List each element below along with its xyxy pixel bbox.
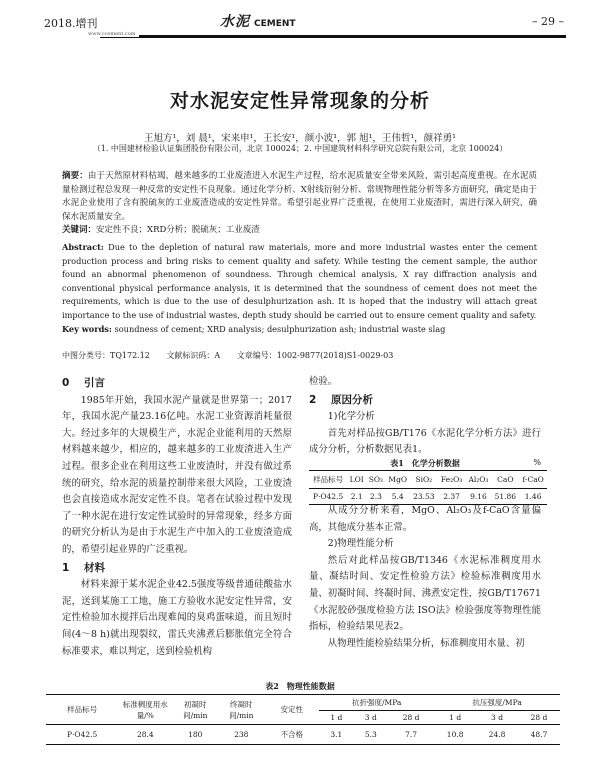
table2-cell: 24.8: [488, 730, 506, 739]
affiliation: （1. 中国建材检验认证集团股份有限公司，北京 100024；2. 中国建筑材料科学研究总院有限公司，北京 100024）: [92, 144, 508, 153]
section-2-heading: [309, 392, 541, 409]
section-0-heading: [62, 375, 292, 392]
abstract-cn-text: 由于天然原材料枯竭，越来越多的工业废渣进入水泥生产过程，给水泥质量安全带来风险，需引起高度重视。在水泥质量检测过程总发现一种反常的安定性不良现象。通过化学分析、X射线衍射分析、常规物理性能分析等多方面研究，确定是由于水泥企业使用了含有脱硫灰的工业废渣造成的安定性异常。希望引起业界广泛重视，在使用工业废渣时，需进行深入研究，确保水泥质量安全。: [62, 171, 537, 222]
keywords-en: [62, 323, 537, 337]
journal-name-cn: 水泥: [220, 14, 250, 30]
table2-header-initial-set: 初凝时间/min: [183, 699, 208, 720]
table1-chemical-analysis: [309, 470, 547, 505]
table1-header: SiO₂: [415, 475, 433, 484]
article-title: 对水泥安定性异常现象的分析: [169, 90, 430, 112]
section-number: 2: [309, 393, 317, 406]
paragraph: 从成分分析来看，MgO、Al₂O₃及f-CaO含量偏高，其他成分基本正常。: [309, 504, 541, 533]
section-title: 原因分析: [331, 393, 373, 406]
page-number: – 29 –: [532, 15, 564, 28]
keywords-cn-text: 安定性不良；XRD分析；脱硫灰；工业废渣: [96, 225, 260, 235]
table2-cell: 5.3: [364, 730, 377, 739]
table1-cell: 2.1: [350, 492, 363, 501]
paragraph: 1985年开始，我国水泥产量就是世界第一；2017年，我国水泥产量23.16亿吨。水泥工业资源消耗量很大。经过多年的大规模生产，水泥企业能利用的天然原材料越来越少，相应的，越来越多的工业废渣进入生产过程。很多企业在利用这些工业废渣时，并没有做过系统的研究，给水泥的质量控制带来很大风险，工业废渣也会直接造成水泥安定性不良。笔者在试验过程中发现了一种水泥在进行安定性试验时的异常现象，经多方面的研究分析认为是由于水泥生产中加入的工业废渣造成的，希望引起业界的广泛重视。: [62, 394, 292, 555]
table2-physical-properties: [46, 694, 560, 745]
table1-header: Fe₂O₃: [440, 475, 463, 484]
abstract-cn: [62, 170, 537, 224]
abstract-en-text: Due to the depletion of natural raw materials, more and more industrial wastes enter the cement production process and bring risks to cement quality and safety. While testing the cement sample, the author found an abnormal phenomenon of soundness. Through chemical analysis, X ray diffraction analysis and conventional physical performance analysis, it is determined that the soundness of cement does not meet the requirements, which is due to the use of desulphurization ash. It is hoped that the industry will attach great importance to the use of industrial wastes, depth study should be carried out to ensure cement quality and safety.: [62, 242, 537, 320]
left-column: [62, 374, 292, 660]
section-1-heading: [62, 560, 292, 577]
table1-cell: 23.53: [413, 492, 435, 501]
table1-header: Al₂O₃: [468, 475, 489, 484]
table1-unit: %: [533, 458, 541, 467]
table2-cell: 7.7: [405, 730, 418, 739]
subsection-heading: 1)化学分析: [327, 411, 375, 423]
abstract-en-label: Abstract:: [62, 242, 104, 252]
table1-header: LOI: [349, 475, 364, 484]
keywords-en-text: soundness of cement; XRD analysis; desulphurization ash; industrial waste slag: [114, 324, 446, 334]
table2-header-final-set: 终凝时间/min: [229, 699, 254, 720]
paragraph: 首先对样品按GB/T176《水泥化学分析方法》进行成分分析，分析数据见表1。: [309, 427, 541, 456]
table2-header-age: 28 d: [530, 713, 548, 722]
classification-info: [62, 350, 407, 361]
article-number: 文章编号：1002-9877(2018)S1-0029-03: [236, 351, 394, 360]
table1-header: CaO: [497, 475, 514, 484]
table2-header-compressive: 抗压强度/MPa: [434, 695, 560, 711]
table2-header-flexural: 抗折强度/MPa: [319, 695, 434, 711]
paragraph: 检验。: [309, 376, 338, 387]
table2-header-age: 28 d: [402, 713, 420, 722]
table1-header: f-CaO: [522, 475, 544, 484]
table1-cell: 9.16: [470, 492, 487, 501]
table1-cell: P·O42.5: [312, 492, 344, 501]
table2-cell: 不合格: [280, 730, 303, 739]
section-number: 0: [62, 377, 70, 389]
header-rule-label: www.ccement.com: [88, 31, 139, 37]
table2-cell: 238: [234, 730, 249, 739]
document-code: 文献标识码：A: [166, 351, 221, 360]
abstract-en: [62, 241, 537, 322]
table2-cell: P·O42.5: [67, 730, 98, 739]
table1-header: 样品标号: [313, 475, 344, 484]
table2-cell: 48.7: [530, 730, 548, 739]
table2-header-age: 1 d: [449, 713, 462, 722]
paragraph: 从物理性能检验结果分析，标准稠度用水量、初: [327, 637, 525, 649]
section-title: 引言: [84, 377, 105, 389]
subsection-heading: 2)物理性能分析: [327, 538, 394, 550]
header-rule: [100, 35, 566, 38]
journal-name-en: CEMENT: [254, 19, 296, 29]
table1-header: SO₃: [368, 475, 384, 484]
table2-header-row: [46, 695, 560, 711]
table-row: [309, 489, 547, 505]
table2-header-age: 3 d: [491, 713, 504, 722]
table2-header-soundness: 安定性: [280, 705, 303, 714]
table1-cell: 2.37: [443, 492, 460, 501]
author-list: 王旭方¹，刘 晨¹，宋来申¹，王长安¹，颜小波¹，郭 旭¹，王伟哲¹，颜祥勇¹: [143, 133, 456, 144]
table2-header-water: 标准稠度用水量/%: [122, 699, 168, 720]
keywords-cn: [62, 224, 537, 238]
table2-cell: 28.4: [136, 730, 154, 739]
paragraph: 然后对此样品按GB/T1346《水泥标准稠度用水量、凝结时间、安定性检验方法》检验标准稠度用水量、初凝时间、终凝时间、沸煮安定性，按GB/T17671《水泥胶砂强度检验方法 ISO法》检验强度等物理性能指标，检验结果见表2。: [309, 554, 541, 633]
table1-header-row: [309, 471, 547, 489]
table2-header-sample: 样品标号: [67, 705, 98, 714]
paragraph: 材料来源于某水泥企业42.5强度等级普通硅酸盐水泥，送到某施工工地，施工方验收水泥安定性异常，安定性检验加水搅拌后出现难闻的臭鸡蛋味道，而且短时间(4～8 h)就出现裂纹，雷氏夹沸煮后膨胀值完全符合标准要求，难以判定，送到检验机构: [62, 579, 292, 657]
abstract-cn-label: 摘要：: [62, 171, 88, 181]
right-column: [309, 374, 541, 652]
table1-header: MgO: [388, 475, 408, 484]
table2-header-age: 1 d: [330, 713, 343, 722]
table1-cell: 1.46: [524, 492, 542, 501]
table2-cell: 10.8: [446, 730, 464, 739]
keywords-cn-label: 关键词：: [62, 225, 97, 235]
clc-number: 中图分类号：TQ172.12: [62, 351, 150, 360]
issue-label: 2018.增刊: [44, 17, 98, 30]
table-row: [46, 725, 560, 745]
table2-cell: 180: [188, 730, 203, 739]
table1-cell: 5.4: [391, 492, 404, 501]
table2-header-age: 3 d: [364, 713, 377, 722]
table1-cell: 51.86: [494, 492, 517, 501]
journal-logo: [220, 11, 296, 31]
table1-cell: 2.3: [369, 492, 382, 501]
section-number: 1: [62, 561, 70, 574]
table2-caption: 表2 物理性能数据: [265, 681, 335, 691]
section-title: 材料: [84, 561, 105, 574]
keywords-en-label: Key words:: [62, 324, 112, 334]
table1-caption: 表1 化学分析数据: [390, 458, 460, 468]
table2-cell: 3.1: [330, 730, 343, 739]
